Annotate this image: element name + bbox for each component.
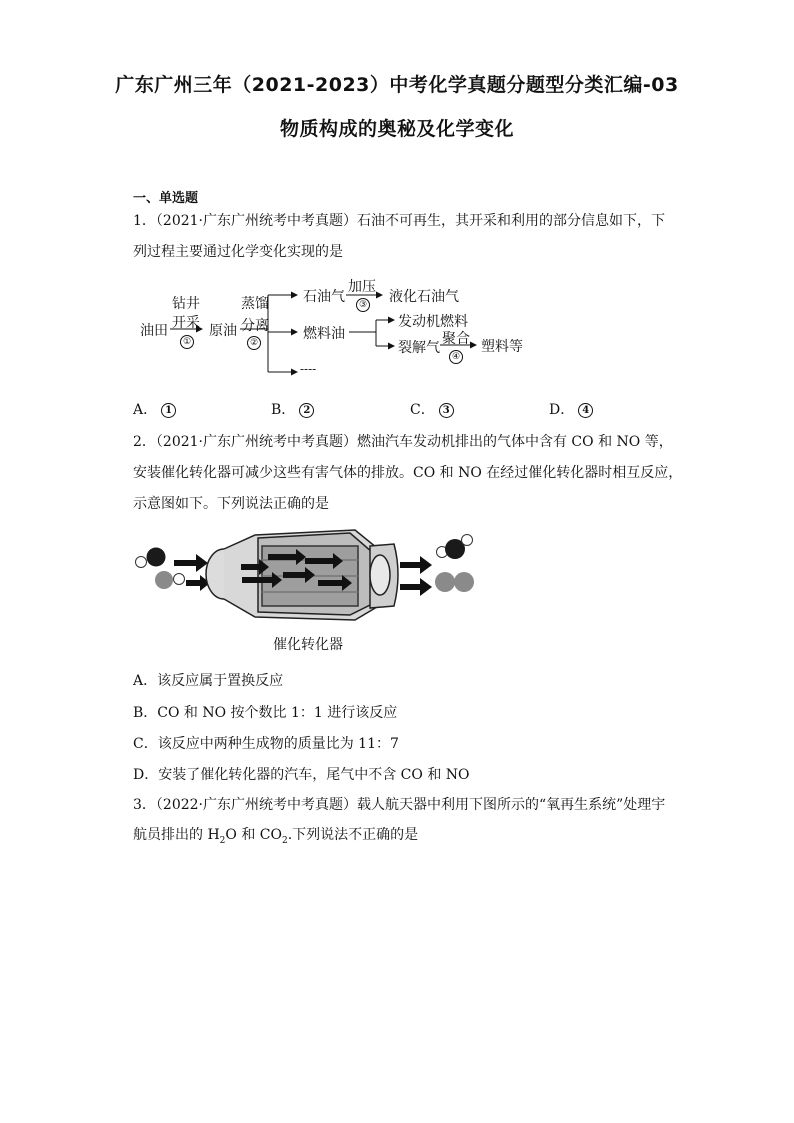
option-letter: D． <box>549 402 575 418</box>
flow-plastics: 塑料等 <box>481 339 523 355</box>
flow-cracked-gas: 裂解气 <box>398 340 440 356</box>
option-circled-number: 4 <box>578 403 593 418</box>
flow-engine-fuel: 发动机燃料 <box>398 314 468 330</box>
atom-o-small <box>174 574 185 585</box>
flow-dashes: ---- <box>300 362 317 376</box>
option-letter: A． <box>133 402 158 418</box>
q2-stem-line3: 示意图如下。下列说法正确的是 <box>133 496 329 512</box>
q1-stem-line2: 列过程主要通过化学变化实现的是 <box>133 244 343 260</box>
q3-text-mid: O 和 CO <box>225 827 282 843</box>
doc-title-line2: 物质构成的奥秘及化学变化 <box>279 118 514 140</box>
flow-step-1: ① <box>180 335 194 349</box>
q3-text-suffix: .下列说法不正确的是 <box>287 827 419 843</box>
flow-arrows <box>0 0 794 400</box>
q3-stem-line1: 3．（2022·广东广州统考中考真题）载人航天器中利用下图所示的“氧再生系统”处理宇 <box>133 797 666 813</box>
section-heading: 一、单选题 <box>133 191 199 206</box>
option-letter: C． <box>410 402 435 418</box>
flow-step-2: ② <box>247 336 261 350</box>
q1-flow-diagram <box>0 0 794 400</box>
option-circled-number: 2 <box>299 403 314 418</box>
figure-caption: 催化转化器 <box>273 637 343 653</box>
atom-o-small <box>136 557 147 568</box>
q1-option-a[interactable] <box>133 399 176 419</box>
flow-gas: 石油气 <box>303 289 345 305</box>
flow-crude: 原油 <box>209 323 237 339</box>
q2-option-b[interactable]: B．CO 和 NO 按个数比 1：1 进行该反应 <box>133 705 398 721</box>
atom-n-grey <box>435 572 455 592</box>
q1-option-d[interactable] <box>549 399 593 419</box>
atom-c-dark <box>147 548 166 567</box>
flow-drill-top: 钻井 <box>172 296 200 312</box>
q3-text-prefix: 航员排出的 H <box>133 827 220 843</box>
subscript: 2 <box>219 835 226 846</box>
doc-title-line1: 广东广州三年（2021-2023）中考化学真题分题型分类汇编-03 <box>115 74 679 96</box>
flow-fuel-oil: 燃料油 <box>303 326 345 342</box>
subscript: 2 <box>281 835 288 846</box>
flow-oilfield: 油田 <box>140 323 168 339</box>
option-circled-number: 3 <box>439 403 454 418</box>
flow-dist-bottom: 分离 <box>241 318 269 334</box>
q3-stem-line2 <box>133 826 418 850</box>
q1-stem-line1: 1．（2021·广东广州统考中考真题）石油不可再生，其开采和利用的部分信息如下，下 <box>133 213 665 229</box>
outlet-arrow <box>400 556 432 574</box>
outlet-arrow <box>400 578 432 596</box>
q1-option-c[interactable] <box>410 399 454 419</box>
option-circled-number: 1 <box>161 403 176 418</box>
flow-drill-bottom: 开采 <box>172 315 200 331</box>
q1-option-b[interactable] <box>271 399 314 419</box>
q2-option-a[interactable]: A．该反应属于置换反应 <box>133 673 284 689</box>
atom-n-grey <box>155 571 173 589</box>
q2-option-c[interactable]: C．该反应中两种生成物的质量比为 11：7 <box>133 736 399 752</box>
flow-step-4: ④ <box>449 350 463 364</box>
catalytic-converter-illustration <box>0 522 794 632</box>
q2-option-d[interactable]: D．安装了催化转化器的汽车，尾气中不含 CO 和 NO <box>133 767 470 783</box>
atom-o-small <box>462 535 473 546</box>
inlet-arrow <box>174 554 208 572</box>
flow-pressurize: 加压 <box>348 279 376 295</box>
atom-n-grey <box>454 572 474 592</box>
q2-stem-line1: 2．（2021·广东广州统考中考真题）燃油汽车发动机排出的气体中含有 CO 和 NO 等， <box>133 434 673 450</box>
flow-dist-top: 蒸馏 <box>241 296 269 312</box>
option-letter: B． <box>271 402 296 418</box>
flow-polymerize: 聚合 <box>442 331 470 347</box>
flow-step-3: ③ <box>356 298 370 312</box>
flow-lpg: 液化石油气 <box>389 289 459 305</box>
q2-stem-line2: 安装催化转化器可减少这些有害气体的排放。CO 和 NO 在经过催化转化器时相互反应， <box>133 465 683 481</box>
